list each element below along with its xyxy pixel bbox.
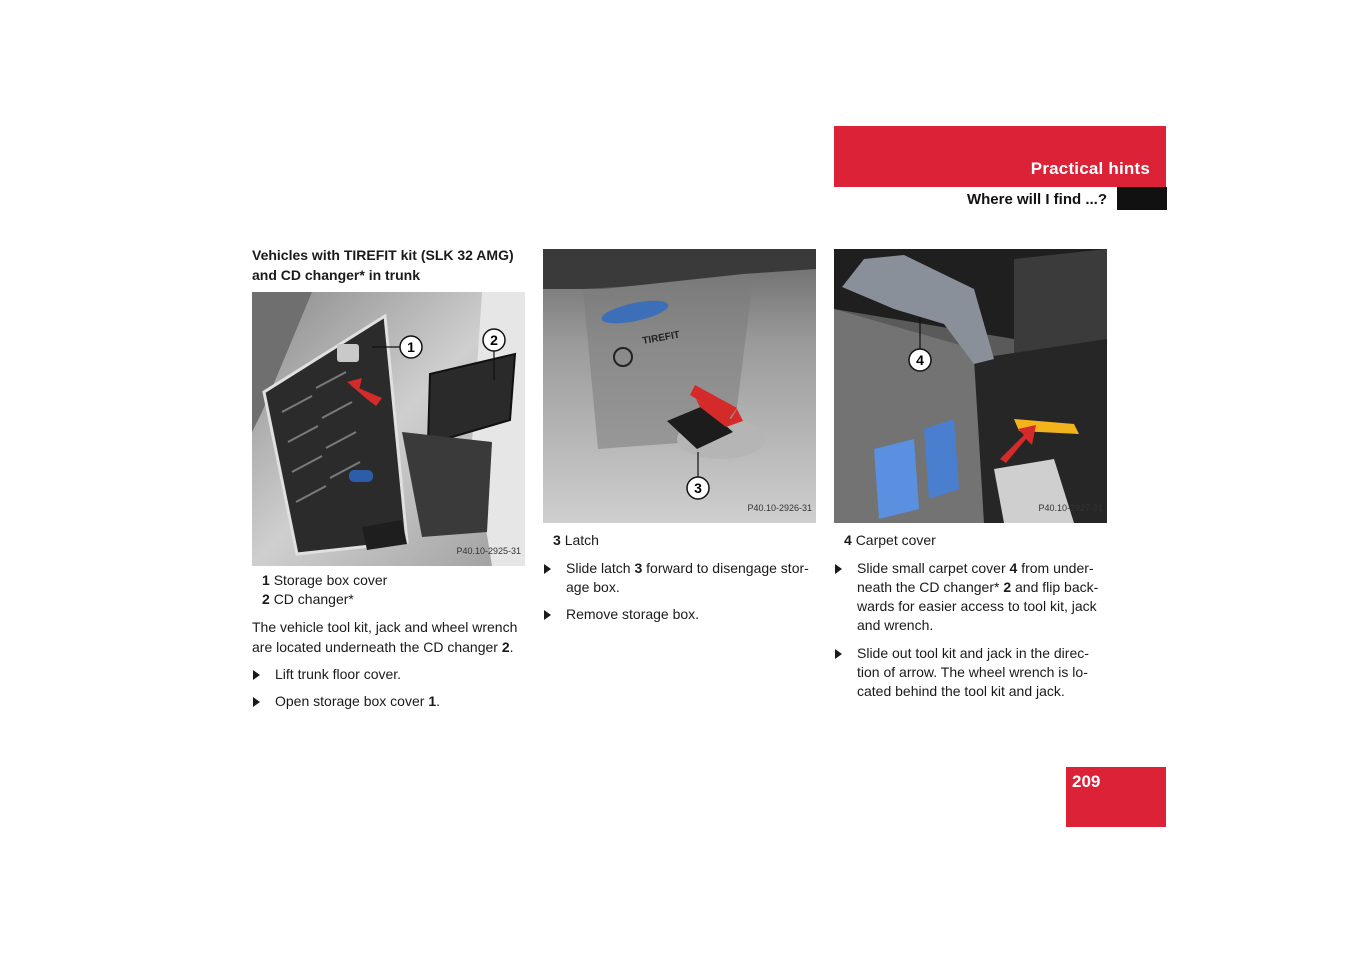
intro-paragraph: The vehicle tool kit, jack and wheel wrench are located underneath the CD changer 2. (252, 619, 518, 655)
column-1 (252, 245, 528, 711)
step-item: Slide out tool kit and jack in the direc- tion of arrow. The wheel wrench is lo- cated behind the tool kit and jack. (834, 644, 1110, 701)
heading-line-1: Vehicles with TIREFIT kit (SLK 32 AMG) (252, 247, 514, 263)
figure-latch (543, 249, 816, 523)
carpet-photo (834, 249, 1107, 523)
figure-storage-box (252, 292, 525, 566)
bullet-triangle-icon (253, 697, 260, 707)
figure-code: P40.10-2926-31 (747, 503, 812, 513)
bullet-triangle-icon (835, 649, 842, 659)
step-item: Slide latch 3 forward to disengage stor- age box. (543, 559, 819, 597)
legend-item: 1 Storage box cover (262, 572, 388, 588)
bullet-triangle-icon (253, 670, 260, 680)
legend (543, 531, 819, 550)
legend-item: 2 CD changer* (262, 591, 354, 607)
legend (252, 571, 528, 609)
step-item: Slide small carpet cover 4 from under- neath the CD changer* 2 and flip back- wards for easier access to tool kit, jack and wrench. (834, 559, 1110, 635)
column-2 (543, 249, 819, 624)
heading (252, 245, 528, 285)
step-item: Remove storage box. (543, 605, 819, 624)
callout-1: 1 (407, 339, 415, 355)
figure-code: P40.10-2927-31 (1038, 503, 1103, 513)
page-number-tab (1066, 767, 1166, 827)
callout-2: 2 (490, 332, 498, 348)
bullet-triangle-icon (835, 564, 842, 574)
sub-title: Where will I find ...? (966, 191, 1107, 208)
page-number: 209 (1072, 772, 1101, 791)
bullet-triangle-icon (544, 564, 551, 574)
tirefit-label: TIREFIT (641, 329, 681, 347)
column-3 (834, 249, 1110, 701)
callout-4: 4 (916, 352, 924, 368)
legend-item: 4 Carpet cover (844, 532, 936, 548)
section-tab (834, 126, 1166, 187)
bullet-triangle-icon (544, 610, 551, 620)
latch-photo (543, 249, 816, 523)
legend (834, 531, 1110, 550)
heading-line-2: and CD changer* in trunk (252, 267, 421, 283)
storage-box-photo (252, 292, 525, 566)
figure-code: P40.10-2925-31 (456, 546, 521, 556)
legend-item: 3 Latch (553, 532, 599, 548)
step-item: Lift trunk floor cover. (252, 665, 528, 684)
figure-carpet (834, 249, 1107, 523)
section-title: Practical hints (1030, 159, 1150, 178)
step-item: Open storage box cover 1. (252, 692, 528, 711)
thumb-marker (1117, 187, 1167, 210)
callout-3: 3 (694, 480, 702, 496)
